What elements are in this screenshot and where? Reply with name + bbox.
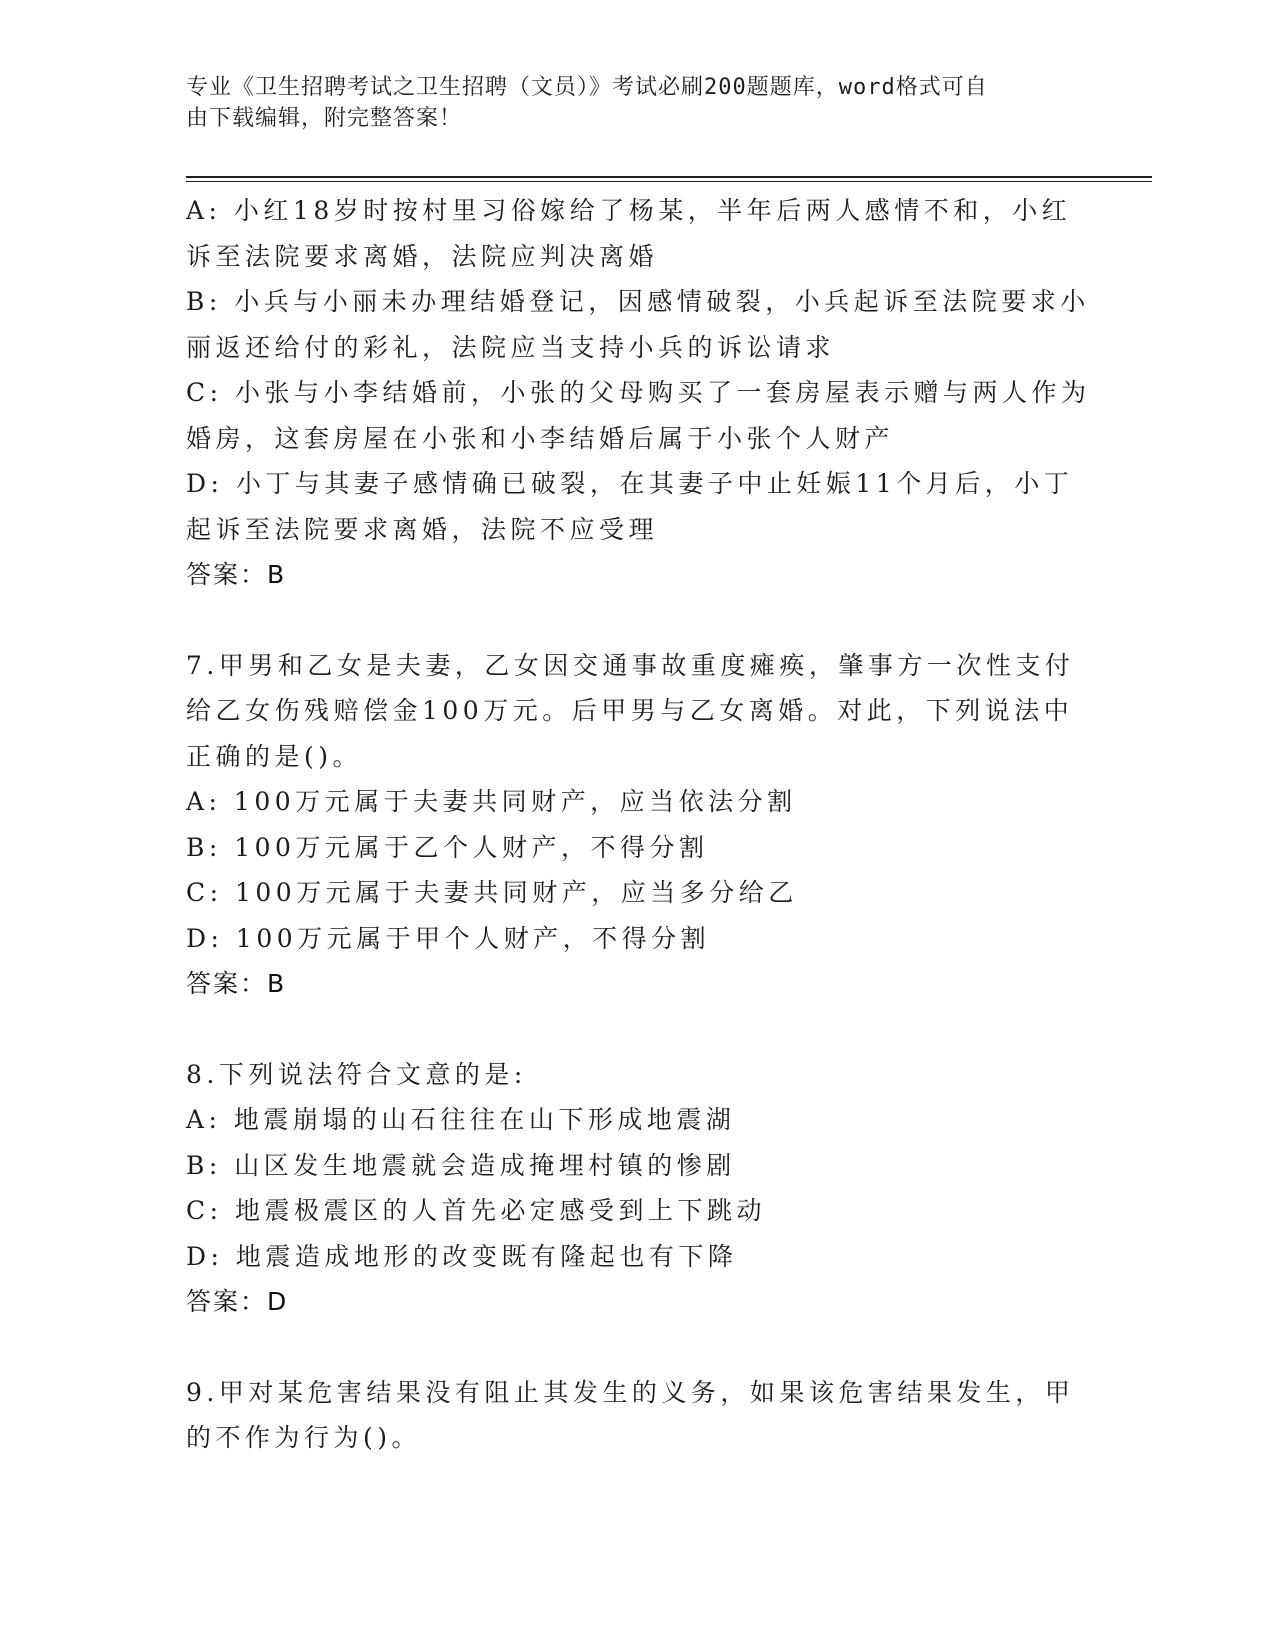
question-7	[186, 643, 1086, 1007]
question-7-answer: 答案：B	[186, 969, 287, 998]
question-8-option-b: B: 山区发生地震就会造成掩埋村镇的惨剧	[186, 1150, 736, 1180]
question-7-option-b: B: 100万元属于乙个人财产，不得分割	[186, 832, 709, 862]
header-rule-thin	[186, 181, 1152, 182]
question-7-option-c: C: 100万元属于夫妻共同财产，应当多分给乙	[186, 878, 798, 907]
option-d-line-2: 起诉至法院要求离婚，法院不应受理	[186, 514, 659, 544]
option-b-line-1: B: 小兵与小丽未办理结婚登记，因感情破裂，小兵起诉至法院要求小	[186, 287, 1090, 316]
option-b	[186, 279, 1090, 370]
option-a-line-2: 诉至法院要求离婚，法院应判决离婚	[186, 241, 659, 271]
document-content	[186, 188, 1091, 1461]
question-7-option-a: A: 100万元属于夫妻共同财产，应当依法分割	[186, 787, 797, 816]
option-c-line-2: 婚房，这套房屋在小张和小李结婚后属于小张个人财产	[186, 423, 895, 453]
header-rule-thick	[186, 176, 1152, 178]
option-a	[186, 188, 1086, 279]
header-line-2: 由下载编辑，附完整答案！	[186, 106, 463, 131]
option-b-line-2: 丽返还给付的彩礼，法院应当支持小兵的诉讼请求	[186, 332, 836, 362]
question-8-answer: 答案：D	[186, 1287, 289, 1316]
question-8-stem-line-1: 8.下列说法符合文意的是:	[186, 1059, 527, 1089]
option-d	[186, 461, 1086, 552]
option-c-line-1: C: 小张与小李结婚前，小张的父母购买了一套房屋表示赠与两人作为	[186, 378, 1091, 407]
header-line-1: 专业《卫生招聘考试之卫生招聘（文员）》考试必刷200题题库，word格式可自	[186, 75, 988, 100]
question-6-answer: 答案：B	[186, 560, 287, 589]
spacer	[186, 1007, 1086, 1052]
option-d-line-1: D: 小丁与其妻子感情确已破裂，在其妻子中止妊娠11个月后，小丁	[186, 469, 1074, 498]
option-c	[186, 370, 1091, 461]
question-8	[186, 1052, 1086, 1325]
question-8-option-a: A: 地震崩塌的山石往往在山下形成地震湖	[186, 1105, 736, 1134]
question-6-options	[186, 188, 1091, 598]
question-8-option-d: D: 地震造成地形的改变既有隆起也有下降	[186, 1241, 738, 1271]
spacer	[186, 1325, 1086, 1370]
question-9	[186, 1370, 1086, 1461]
question-9-stem-line-2: 的不作为行为()。	[186, 1423, 422, 1452]
document-header	[186, 72, 1066, 134]
question-7-option-d: D: 100万元属于甲个人财产，不得分割	[186, 923, 711, 953]
spacer	[186, 598, 1086, 643]
question-8-option-c: C: 地震极震区的人首先必定感受到上下跳动	[186, 1196, 766, 1225]
question-9-stem-line-1: 9.甲对某危害结果没有阻止其发生的义务，如果该危害结果发生，甲	[186, 1377, 1075, 1407]
question-7-stem-line-2: 给乙女伤残赔偿金100万元。后甲男与乙女离婚。对此，下列说法中	[186, 696, 1074, 725]
option-a-line-1: A: 小红18岁时按村里习俗嫁给了杨某，半年后两人感情不和，小红	[186, 196, 1072, 225]
question-7-stem-line-3: 正确的是()。	[186, 741, 363, 771]
question-7-stem-line-1: 7.甲男和乙女是夫妻，乙女因交通事故重度瘫痪，肇事方一次性支付	[186, 650, 1075, 680]
